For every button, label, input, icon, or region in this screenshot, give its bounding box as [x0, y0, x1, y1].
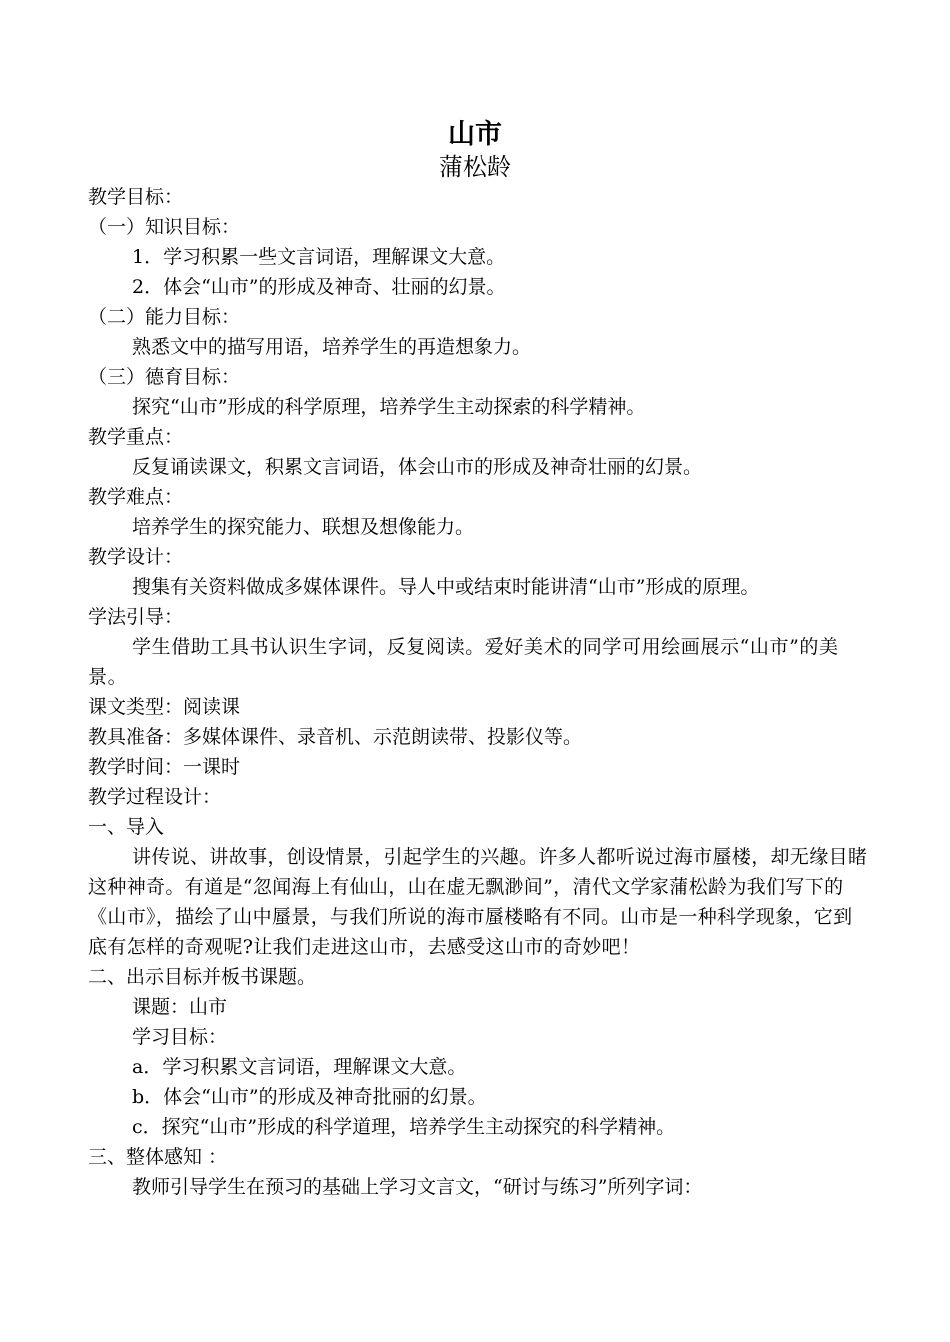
info-line: 教学时间：一课时 — [88, 756, 241, 778]
section-heading: 教学过程设计： — [88, 786, 222, 808]
body-text: 教师引导学生在预习的基础上学习文言文，“研讨与练习”所列字词： — [132, 1176, 703, 1198]
section-heading: 教学难点： — [88, 486, 184, 508]
section-heading: 教学重点： — [88, 426, 184, 448]
body-text: 培养学生的探究能力、联想及想像能力。 — [132, 516, 475, 538]
objective-item: 熟悉文中的描写用语，培养学生的再造想象力。 — [132, 336, 532, 358]
objective-item: c．探究“山市”形成的科学道理，培养学生主动探究的科学精神。 — [132, 1116, 676, 1138]
body-text: 学习目标： — [132, 1026, 228, 1048]
section-heading: 教学目标： — [88, 186, 184, 208]
info-line: 课文类型：阅读课 — [88, 696, 241, 718]
objective-item: 探究“山市”形成的科学原理，培养学生主动探索的科学精神。 — [132, 396, 646, 418]
section-heading: 学法引导： — [88, 606, 184, 628]
objective-item: a．学习积累文言词语，理解课文大意。 — [132, 1056, 467, 1078]
body-text: 反复诵读课文，积累文言词语，体会山市的形成及神奇壮丽的幻景。 — [132, 456, 703, 478]
objective-item: b．体会“山市”的形成及神奇批丽的幻景。 — [132, 1086, 487, 1108]
objective-item: 1．学习积累一些文言词语，理解课文大意。 — [132, 246, 506, 268]
document-body — [88, 182, 868, 1202]
body-text: 搜集有关资料做成多媒体课件。导人中或结束时能讲清“山市”形成的原理。 — [132, 576, 760, 598]
step-heading: 三、整体感知 ： — [88, 1146, 228, 1168]
document-author: 蒲松龄 — [439, 153, 511, 181]
section-heading: 教学设计： — [88, 546, 184, 568]
subsection-heading: （三）德育目标： — [88, 366, 241, 388]
objective-item: 2．体会“山市”的形成及神奇、壮丽的幻景。 — [132, 276, 506, 298]
subsection-heading: （一）知识目标： — [88, 216, 241, 238]
step-heading: 二、出示目标并板书课题。 — [88, 966, 317, 988]
info-line: 教具准备：多媒体课件、录音机、示范朗读带、投影仪等。 — [88, 726, 583, 748]
step-heading: 一、导入 — [88, 816, 165, 838]
body-paragraph: 学生借助工具书认识生字词，反复阅读。爱好美术的同学可用绘画展示“山市”的美景。 — [88, 636, 839, 688]
body-paragraph: 讲传说、讲故事，创设情景，引起学生的兴趣。许多人都听说过海市蜃楼，却无缘目睹这种神奇。有道是“忽闻海上有仙山，山在虚无飘渺间”，清代文学家蒲松龄为我们写下的《山市》，描绘了山中蜃景，与我们所说的海市蜃楼略有不同。山市是一种科学现象，它到底有怎样的奇观呢?让我们走进这山市，去感受这山市的奇妙吧！ — [88, 846, 868, 958]
body-text: 课题：山市 — [132, 996, 228, 1018]
subsection-heading: （二）能力目标： — [88, 306, 241, 328]
document-title: 山市 — [448, 119, 502, 150]
